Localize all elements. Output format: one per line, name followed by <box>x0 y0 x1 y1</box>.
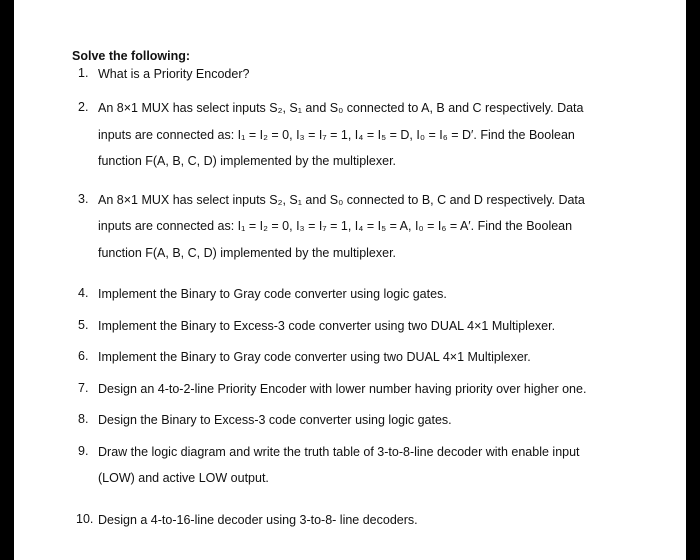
question-5 <box>72 313 632 340</box>
question-4 <box>72 281 632 308</box>
question-10 <box>72 507 632 534</box>
question-text-line-2: (LOW) and active LOW output. <box>98 471 269 485</box>
question-number: 2. <box>78 100 89 114</box>
question-text-line-2: inputs are connected as: I₁ = I₂ = 0, I₃ = I₇ = 1, I₄ = I₅ = D, I₀ = I₆ = D′. Find the Boolean <box>98 127 575 142</box>
question-number: 3. <box>78 191 89 206</box>
question-number: 1. <box>78 66 89 80</box>
question-2 <box>72 95 632 175</box>
question-sheet <box>72 49 632 533</box>
question-number: 5. <box>78 317 89 332</box>
question-text-line-1: An 8×1 MUX has select inputs S₂, S₁ and S₀ connected to A, B and C respectively. Data <box>98 101 584 115</box>
question-number: 10. <box>76 511 94 526</box>
question-text-line-2: inputs are connected as: I₁ = I₂ = 0, I₃ = I₇ = 1, I₄ = I₅ = A, I₀ = I₆ = A′. Find the Boolean <box>98 219 573 233</box>
question-text: Design the Binary to Excess-3 code converter using logic gates. <box>98 413 452 427</box>
question-text: Implement the Binary to Gray code converter using logic gates. <box>98 287 447 301</box>
question-text: What is a Priority Encoder? <box>98 67 250 81</box>
question-number: 9. <box>78 443 89 458</box>
question-text-line-3: function F(A, B, C, D) implemented by the multiplexer. <box>98 245 397 260</box>
question-text-line-1: An 8×1 MUX has select inputs S₂, S₁ and S₀ connected to B, C and D respectively. Data <box>98 192 585 207</box>
question-text: Implement the Binary to Gray code converter using two DUAL 4×1 Multiplexer. <box>98 350 531 364</box>
question-text: Implement the Binary to Excess-3 code converter using two DUAL 4×1 Multiplexer. <box>98 318 556 333</box>
question-number: 8. <box>78 412 89 426</box>
question-number: 6. <box>78 349 89 363</box>
question-6 <box>72 344 632 371</box>
question-8 <box>72 407 632 434</box>
question-1 <box>72 66 632 82</box>
question-number: 4. <box>78 286 89 300</box>
right-black-border <box>686 0 700 560</box>
sheet-title: Solve the following: <box>72 49 191 63</box>
left-black-border <box>0 0 14 560</box>
question-text-line-1: Draw the logic diagram and write the truth table of 3-to-8-line decoder with enable input <box>98 444 580 459</box>
question-7 <box>72 376 632 403</box>
question-9 <box>72 439 632 492</box>
question-text-line-3: function F(A, B, C, D) implemented by the multiplexer. <box>98 154 397 168</box>
question-3 <box>72 187 632 267</box>
question-text: Design a 4-to-16-line decoder using 3-to-8- line decoders. <box>98 512 418 527</box>
question-number: 7. <box>78 380 89 395</box>
question-text: Design an 4-to-2-line Priority Encoder with lower number having priority over higher one. <box>98 381 587 396</box>
